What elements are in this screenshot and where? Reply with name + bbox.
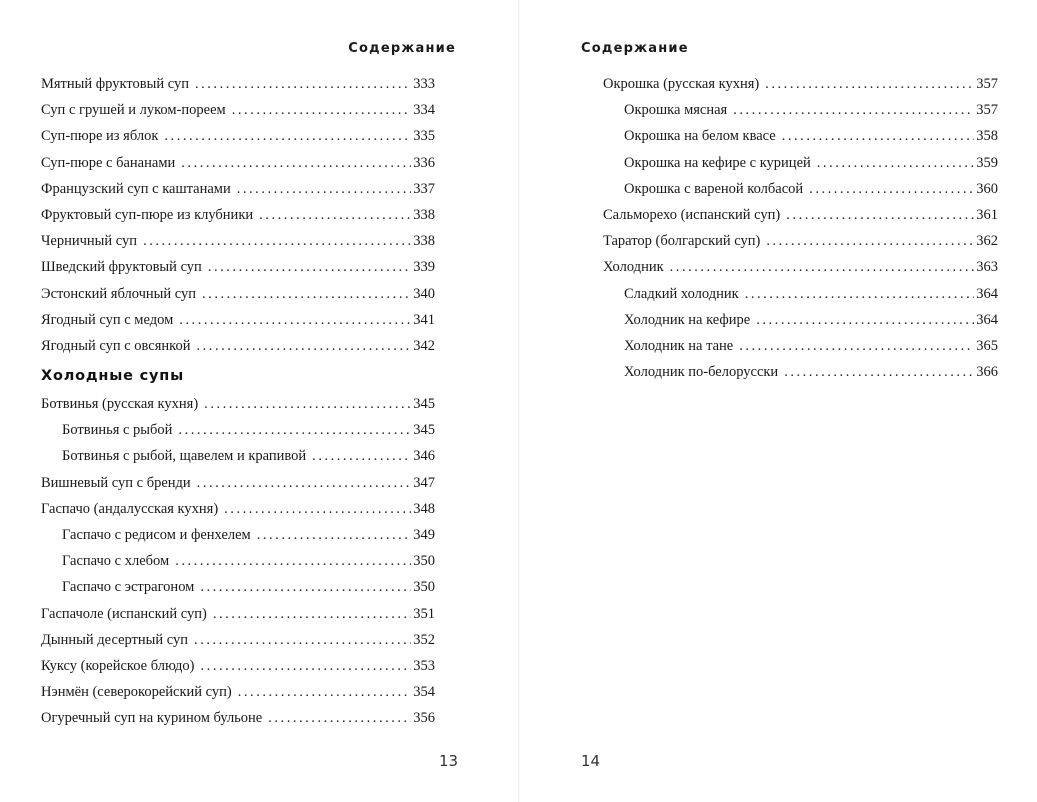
toc-entry-page: 337 xyxy=(413,180,435,197)
toc-entry-page: 358 xyxy=(976,128,998,145)
toc-subentry[interactable] xyxy=(41,548,435,574)
toc-entry-title: Фруктовый суп-пюре из клубники xyxy=(41,206,254,223)
toc-entry-title: Гаспачо (андалусская кухня) xyxy=(41,500,219,517)
toc-entry[interactable] xyxy=(41,679,435,705)
toc-entry-title: Вишневый суп с бренди xyxy=(41,474,191,491)
toc-entry-page: 338 xyxy=(413,206,435,223)
toc-entry-page: 342 xyxy=(413,337,435,354)
dot-leader xyxy=(178,417,411,443)
toc-entry[interactable] xyxy=(41,71,435,97)
toc-entry-page: 347 xyxy=(413,474,435,491)
toc-entry-title: Куксу (корейское блюдо) xyxy=(41,657,195,674)
toc-entry[interactable] xyxy=(41,228,435,254)
dot-leader xyxy=(181,150,411,176)
toc-entry-title: Шведский фруктовый суп xyxy=(41,259,202,276)
toc-entry-title: Гаспачо с редисом и фенхелем xyxy=(62,527,251,543)
dot-leader xyxy=(733,97,974,123)
toc-subentry[interactable] xyxy=(603,97,998,123)
section-heading[interactable]: Холодные супы xyxy=(41,368,185,385)
toc-entry-title: Огуречный суп на курином бульоне xyxy=(41,710,263,727)
dot-leader xyxy=(204,391,411,417)
toc-subentry[interactable] xyxy=(41,417,435,443)
toc-entry[interactable] xyxy=(41,391,435,417)
dot-leader xyxy=(238,679,412,705)
toc-entry-title: Окрошка с вареной колбасой xyxy=(624,180,804,197)
toc-entry-page: 338 xyxy=(413,233,435,250)
toc-entry-page: 364 xyxy=(976,285,998,302)
toc-entry-title: Черничный суп xyxy=(41,233,138,250)
toc-entry[interactable] xyxy=(41,307,435,333)
dot-leader xyxy=(257,522,412,548)
dot-leader xyxy=(670,254,975,280)
dot-leader xyxy=(786,202,974,228)
toc-subentry[interactable] xyxy=(603,123,998,149)
toc-entry-page: 350 xyxy=(413,553,435,570)
dot-leader xyxy=(782,123,975,149)
toc-entry-title: Французский суп с каштанами xyxy=(41,180,231,197)
toc-entry-title: Гаспачо с хлебом xyxy=(62,553,170,570)
toc-entry[interactable] xyxy=(41,653,435,679)
dot-leader xyxy=(197,333,412,359)
dot-leader xyxy=(237,176,412,202)
toc-entry-page: 354 xyxy=(413,684,435,701)
toc-entry-title: Холодник на тане xyxy=(624,337,734,354)
toc-entry-title: Ботвинья (русская кухня) xyxy=(41,396,199,413)
toc-entry-title: Нэнмён (северокорейский суп) xyxy=(41,684,232,701)
toc-entry[interactable] xyxy=(41,705,435,731)
toc-entry-title: Сладкий холодник xyxy=(624,285,739,302)
dot-leader xyxy=(179,307,411,333)
dot-leader xyxy=(809,176,974,202)
dot-leader xyxy=(164,123,411,149)
toc-entry-page: 345 xyxy=(413,422,435,439)
toc-entry-page: 350 xyxy=(413,579,435,596)
toc-entry-title: Ботвинья с рыбой xyxy=(62,422,173,439)
toc-entry-title: Холодник на кефире xyxy=(624,311,751,328)
toc-entry-title: Холодник по-белорусски xyxy=(624,364,779,381)
dot-leader xyxy=(765,71,974,97)
dot-leader xyxy=(232,97,412,123)
toc-entry-page: 365 xyxy=(976,337,998,354)
toc-entry-page: 341 xyxy=(413,311,435,328)
dot-leader xyxy=(745,281,975,307)
toc-entry[interactable] xyxy=(41,333,435,359)
toc-entry-page: 351 xyxy=(413,605,435,622)
toc-entry-page: 361 xyxy=(976,206,998,223)
toc-entry-page: 359 xyxy=(976,154,998,171)
toc-entry-page: 353 xyxy=(413,657,435,674)
running-head: Содержание xyxy=(348,41,456,56)
toc-entry-page: 348 xyxy=(413,500,435,517)
left-page xyxy=(0,0,518,802)
toc-entry-page: 352 xyxy=(413,631,435,648)
toc-entry-title: Окрошка (русская кухня) xyxy=(603,76,760,92)
toc-entry-title: Таратор (болгарский суп) xyxy=(603,233,761,250)
toc-entry-page: 360 xyxy=(976,180,998,197)
toc-entry-title: Ягодный суп с овсянкой xyxy=(41,337,191,354)
toc-entry[interactable] xyxy=(603,71,998,97)
toc-entry[interactable] xyxy=(41,281,435,307)
toc-entry[interactable] xyxy=(603,228,998,254)
dot-leader xyxy=(766,228,974,254)
toc-entry-title: Окрошка на кефире с курицей xyxy=(624,154,811,171)
toc-entry-page: 335 xyxy=(413,128,435,145)
dot-leader xyxy=(201,653,412,679)
dot-leader xyxy=(143,228,411,254)
toc-entry-title: Окрошка на белом квасе xyxy=(624,128,776,145)
dot-leader xyxy=(194,627,411,653)
right-page xyxy=(520,0,1037,802)
table-of-contents xyxy=(603,71,998,385)
table-of-contents xyxy=(41,71,435,732)
toc-entry-page: 339 xyxy=(413,259,435,276)
dot-leader xyxy=(197,470,412,496)
dot-leader xyxy=(739,333,974,359)
toc-entry-page: 345 xyxy=(413,396,435,413)
toc-entry-title: Суп с грушей и луком-пореем xyxy=(41,102,226,119)
dot-leader xyxy=(817,150,974,176)
toc-subentry[interactable] xyxy=(603,333,998,359)
toc-entry-title: Дынный десертный суп xyxy=(41,631,189,648)
toc-entry-page: 364 xyxy=(976,311,998,328)
dot-leader xyxy=(784,359,974,385)
toc-entry[interactable] xyxy=(41,601,435,627)
toc-entry[interactable] xyxy=(41,150,435,176)
toc-entry-title: Суп-пюре с бананами xyxy=(41,154,176,171)
dot-leader xyxy=(195,71,411,97)
page-number: 13 xyxy=(439,752,459,770)
toc-entry[interactable] xyxy=(41,627,435,653)
page-number: 14 xyxy=(581,752,601,770)
toc-entry[interactable] xyxy=(41,123,435,149)
toc-subentry[interactable] xyxy=(41,574,435,600)
toc-entry-title: Холодник xyxy=(603,259,664,276)
toc-entry[interactable] xyxy=(41,202,435,228)
toc-entry-page: 366 xyxy=(976,364,998,381)
dot-leader xyxy=(268,705,411,731)
toc-entry-page: 357 xyxy=(976,76,998,92)
toc-entry-title: Сальморехо (испанский суп) xyxy=(603,206,781,223)
toc-entry[interactable] xyxy=(41,97,435,123)
toc-entry-title: Гаспачоле (испанский суп) xyxy=(41,605,207,622)
dot-leader xyxy=(208,254,411,280)
toc-entry[interactable] xyxy=(603,202,998,228)
toc-entry[interactable] xyxy=(41,176,435,202)
toc-entry[interactable] xyxy=(41,470,435,496)
toc-entry-page: 336 xyxy=(413,154,435,171)
toc-entry-page: 362 xyxy=(976,233,998,250)
toc-entry-title: Суп-пюре из яблок xyxy=(41,128,159,145)
toc-entry-title: Ботвинья с рыбой, щавелем и крапивой xyxy=(62,448,307,465)
toc-entry-title: Эстонский яблочный суп xyxy=(41,285,197,302)
toc-subentry[interactable] xyxy=(603,359,998,385)
toc-entry-page: 346 xyxy=(413,448,435,465)
dot-leader xyxy=(202,281,411,307)
toc-subentry[interactable] xyxy=(603,176,998,202)
dot-leader xyxy=(200,574,411,600)
toc-entry[interactable] xyxy=(603,254,998,280)
toc-entry-title: Ягодный суп с медом xyxy=(41,311,174,328)
toc-entry-page: 357 xyxy=(976,102,998,119)
toc-entry-page: 363 xyxy=(976,259,998,276)
toc-subentry[interactable] xyxy=(603,281,998,307)
toc-subentry[interactable] xyxy=(41,522,435,548)
running-head: Содержание xyxy=(581,41,689,56)
toc-entry-title: Гаспачо с эстрагоном xyxy=(62,579,195,596)
toc-entry-page: 349 xyxy=(413,527,435,543)
toc-entry-title: Мятный фруктовый суп xyxy=(41,76,189,92)
toc-entry-page: 356 xyxy=(413,710,435,727)
dot-leader xyxy=(175,548,411,574)
dot-leader xyxy=(259,202,411,228)
toc-subentry[interactable] xyxy=(41,443,435,469)
dot-leader xyxy=(756,307,974,333)
toc-entry-title: Окрошка мясная xyxy=(624,102,728,119)
dot-leader xyxy=(213,601,411,627)
dot-leader xyxy=(312,443,411,469)
toc-entry[interactable] xyxy=(41,496,435,522)
dot-leader xyxy=(224,496,411,522)
toc-subentry[interactable] xyxy=(603,150,998,176)
toc-entry-page: 334 xyxy=(413,102,435,119)
toc-subentry[interactable] xyxy=(603,307,998,333)
toc-entry-page: 333 xyxy=(413,76,435,92)
toc-entry-page: 340 xyxy=(413,285,435,302)
toc-entry[interactable] xyxy=(41,254,435,280)
